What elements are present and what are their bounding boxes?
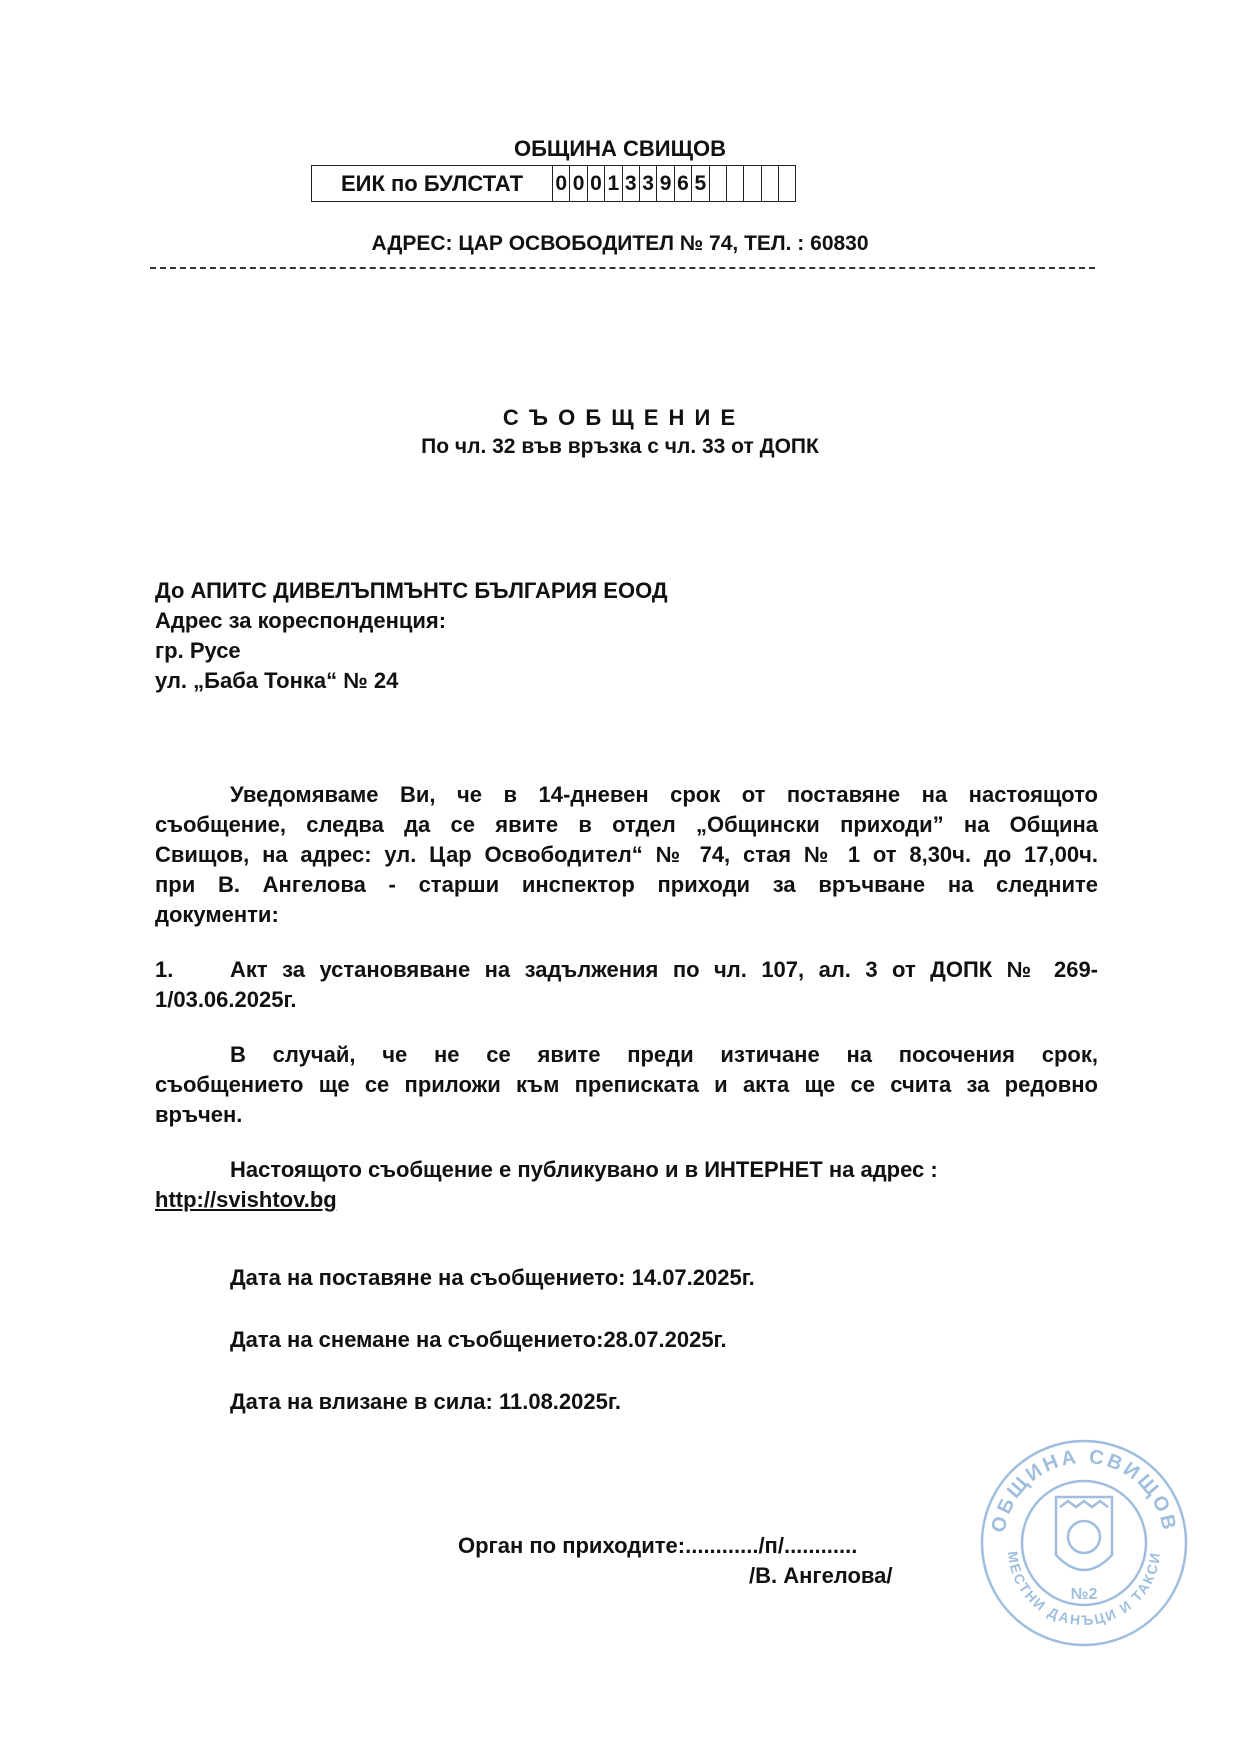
notice-subtitle: По чл. 32 във връзка с чл. 33 от ДОПК [421, 435, 819, 458]
bulstat-digit [762, 166, 779, 201]
official-stamp [978, 1437, 1190, 1649]
paragraph-line: документи: [155, 902, 279, 927]
recipient-name: До АПИТС ДИВЕЛЪПМЪНТС БЪЛГАРИЯ ЕООД [155, 578, 668, 603]
bulstat-digit: 5 [692, 166, 709, 201]
recipient-city: гр. Русе [155, 638, 241, 663]
date-posted: Дата на поставяне на съобщението: 14.07.2025г. [230, 1265, 755, 1290]
notice-title: С Ъ О Б Щ Е Н И Е [502, 405, 738, 430]
svg-text:МЕСТНИ ДАНЪЦИ И ТАКСИ: МЕСТНИ ДАНЪЦИ И ТАКСИ [1004, 1550, 1164, 1629]
paragraph-line: при В. Ангелова - старши инспектор приходи за връчване на следните [155, 872, 1098, 897]
bulstat-digit: 0 [588, 166, 605, 201]
date-effective: Дата на влизане в сила: 11.08.2025г. [230, 1389, 621, 1414]
municipality-name: ОБЩИНА СВИЩОВ [513, 136, 727, 161]
date-removed: Дата на снемане на съобщението:28.07.2025г. [230, 1327, 727, 1352]
bulstat-digit [744, 166, 761, 201]
list-item-line: Акт за установяване на задължения по чл. 107, ал. 3 от ДОПК № 269- [230, 957, 1098, 982]
bulstat-digit: 0 [570, 166, 587, 201]
list-item-number: 1. [155, 957, 174, 982]
recipient-address-label: Адрес за кореспонденция: [155, 608, 447, 633]
bulstat-label: ЕИК по БУЛСТАТ [312, 166, 553, 201]
bulstat-digit: 9 [657, 166, 674, 201]
website-link[interactable]: http://svishtov.bg [155, 1187, 337, 1212]
header-address: АДРЕС: ЦАР ОСВОБОДИТЕЛ № 74, ТЕЛ. : 60830 [371, 232, 869, 255]
bulstat-digit [779, 166, 795, 201]
paragraph-line: връчен. [155, 1102, 243, 1127]
separator-line [150, 267, 1095, 269]
bulstat-digit: 1 [605, 166, 622, 201]
signature-line: Орган по приходите:............/п/............ [458, 1533, 858, 1558]
svg-text:№2: №2 [1070, 1586, 1098, 1603]
bulstat-box [311, 165, 796, 202]
paragraph-line: Уведомяваме Ви, че в 14-дневен срок от поставяне на настоящото [230, 782, 1098, 807]
paragraph-line: В случай, че не се явите преди изтичане на посочения срок, [230, 1042, 1098, 1067]
paragraph-line: съобщението ще се приложи към преписката и акта ще се счита за редовно [155, 1072, 1098, 1097]
bulstat-digit: 6 [675, 166, 692, 201]
svg-text:ОБЩИНА СВИЩОВ: ОБЩИНА СВИЩОВ [987, 1445, 1181, 1535]
bulstat-digit: 3 [623, 166, 640, 201]
signatory-name: /В. Ангелова/ [749, 1563, 893, 1588]
bulstat-digit: 3 [640, 166, 657, 201]
paragraph-line: Свищов, на адрес: ул. Цар Освободител“ № 74, стая № 1 от 8,30ч. до 17,00ч. [155, 842, 1098, 867]
paragraph-line: съобщение, следва да се явите в отдел „Общински приходи” на Община [155, 812, 1098, 837]
list-item-line: 1/03.06.2025г. [155, 987, 297, 1012]
recipient-street: ул. „Баба Тонка“ № 24 [155, 668, 399, 693]
bulstat-digit [710, 166, 727, 201]
bulstat-digit [727, 166, 744, 201]
paragraph-line: Настоящото съобщение е публикувано и в ИНТЕРНЕТ на адрес : [230, 1157, 938, 1182]
bulstat-digit: 0 [553, 166, 570, 201]
